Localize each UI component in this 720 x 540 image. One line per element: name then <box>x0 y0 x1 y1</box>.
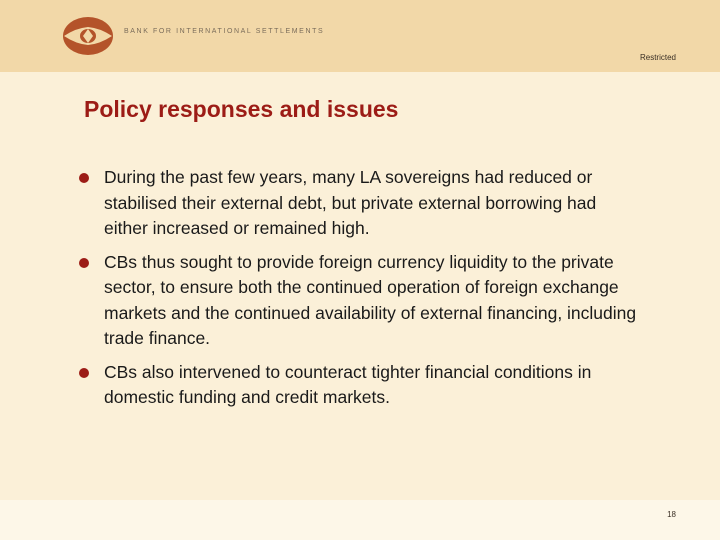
bullet-item <box>78 165 638 242</box>
bullet-text: During the past few years, many LA sovereigns had reduced or stabilised their external debt, but private external borrowing had either increased or remained high. <box>104 167 597 238</box>
page-number: 18 <box>667 510 676 519</box>
classification-label: Restricted <box>639 53 676 62</box>
organization-name: BANK FOR INTERNATIONAL SETTLEMENTS <box>124 28 325 35</box>
bullet-text: CBs also intervened to counteract tighter financial conditions in domestic funding and credit markets. <box>104 361 592 407</box>
bullet-dot-icon <box>79 173 89 183</box>
bullet-list <box>78 165 638 419</box>
bullet-text: CBs thus sought to provide foreign currency liquidity to the private sector, to ensure both the continued operation of foreign exchange markets and the continued availability of external financing, including trade finance. <box>104 251 637 348</box>
bullet-dot-icon <box>79 258 89 268</box>
footer-band <box>0 500 720 540</box>
bullet-item <box>78 250 638 352</box>
bullet-dot-icon <box>79 368 89 378</box>
bis-logo-icon <box>62 16 114 56</box>
slide-title: Policy responses and issues <box>84 96 399 122</box>
bullet-item <box>78 360 638 411</box>
